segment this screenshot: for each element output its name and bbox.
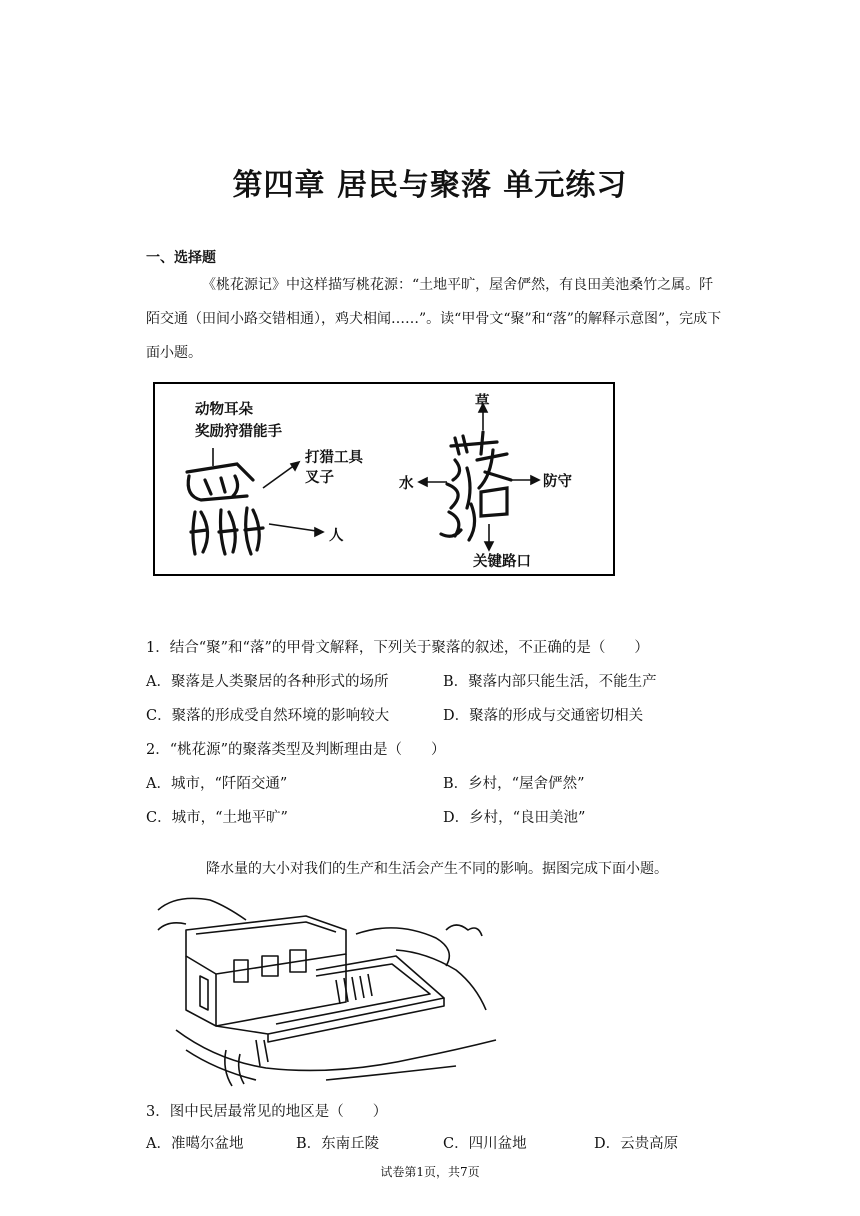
question-1-stem: 1．结合“聚”和“落”的甲骨文解释，下列关于聚落的叙述，不正确的是（ ） bbox=[146, 640, 649, 656]
question-3-option-d[interactable]: D．云贵高原 bbox=[594, 1136, 679, 1152]
page-title: 第四章 居民与聚落 单元练习 bbox=[232, 168, 628, 203]
label-hunting-tool: 打猎工具 bbox=[305, 450, 363, 466]
question-3-option-b[interactable]: B．东南丘陵 bbox=[296, 1136, 380, 1152]
question-2-option-c[interactable]: C．城市，“土地平旷” bbox=[146, 810, 288, 826]
question-1-option-d[interactable]: D．聚落的形成与交通密切相关 bbox=[443, 708, 644, 724]
intro-paragraph: 《桃花源记》中这样描写桃花源：“土地平旷，屋舍俨然，有良田美池桑竹之属。阡陌交通（田间小路交错相通），鸡犬相闻……”。读“甲骨文“聚”和“落”的解释示意图”，完成下面小题。 bbox=[146, 277, 722, 361]
question-1-option-a[interactable]: A．聚落是人类聚居的各种形式的场所 bbox=[146, 674, 389, 690]
flat-roof-house-illustration bbox=[156, 890, 516, 1090]
label-grass: 草 bbox=[475, 394, 490, 410]
question-3-option-a[interactable]: A．准噶尔盆地 bbox=[146, 1136, 244, 1152]
label-fork: 叉子 bbox=[305, 470, 334, 486]
label-person: 人 bbox=[329, 528, 344, 544]
intro-paragraph-2: 降水量的大小对我们的生产和生活会产生不同的影响。据图完成下面小题。 bbox=[206, 861, 668, 877]
question-2-option-b[interactable]: B．乡村，“屋舍俨然” bbox=[443, 776, 585, 792]
question-2-option-a[interactable]: A．城市，“阡陌交通” bbox=[146, 776, 288, 792]
question-2-option-d[interactable]: D．乡村，“良田美池” bbox=[443, 810, 586, 826]
label-animal-ear: 动物耳朵 bbox=[195, 402, 253, 418]
label-defense: 防守 bbox=[543, 474, 572, 490]
label-reward-hunter: 奖励狩猎能手 bbox=[195, 424, 282, 440]
oracle-bone-figure bbox=[153, 382, 615, 576]
label-water: 水 bbox=[399, 476, 414, 492]
label-key-crossing: 关键路口 bbox=[473, 554, 531, 570]
question-2-stem: 2．“桃花源”的聚落类型及判断理由是（ ） bbox=[146, 742, 446, 758]
question-3-option-c[interactable]: C．四川盆地 bbox=[443, 1136, 527, 1152]
section-heading: 一、选择题 bbox=[146, 250, 216, 266]
question-1-option-b[interactable]: B．聚落内部只能生活，不能生产 bbox=[443, 674, 657, 690]
question-1-option-c[interactable]: C．聚落的形成受自然环境的影响较大 bbox=[146, 708, 390, 724]
page-footer: 试卷第1页，共7页 bbox=[380, 1165, 480, 1179]
question-3-stem: 3．图中民居最常见的地区是（ ） bbox=[146, 1104, 388, 1120]
